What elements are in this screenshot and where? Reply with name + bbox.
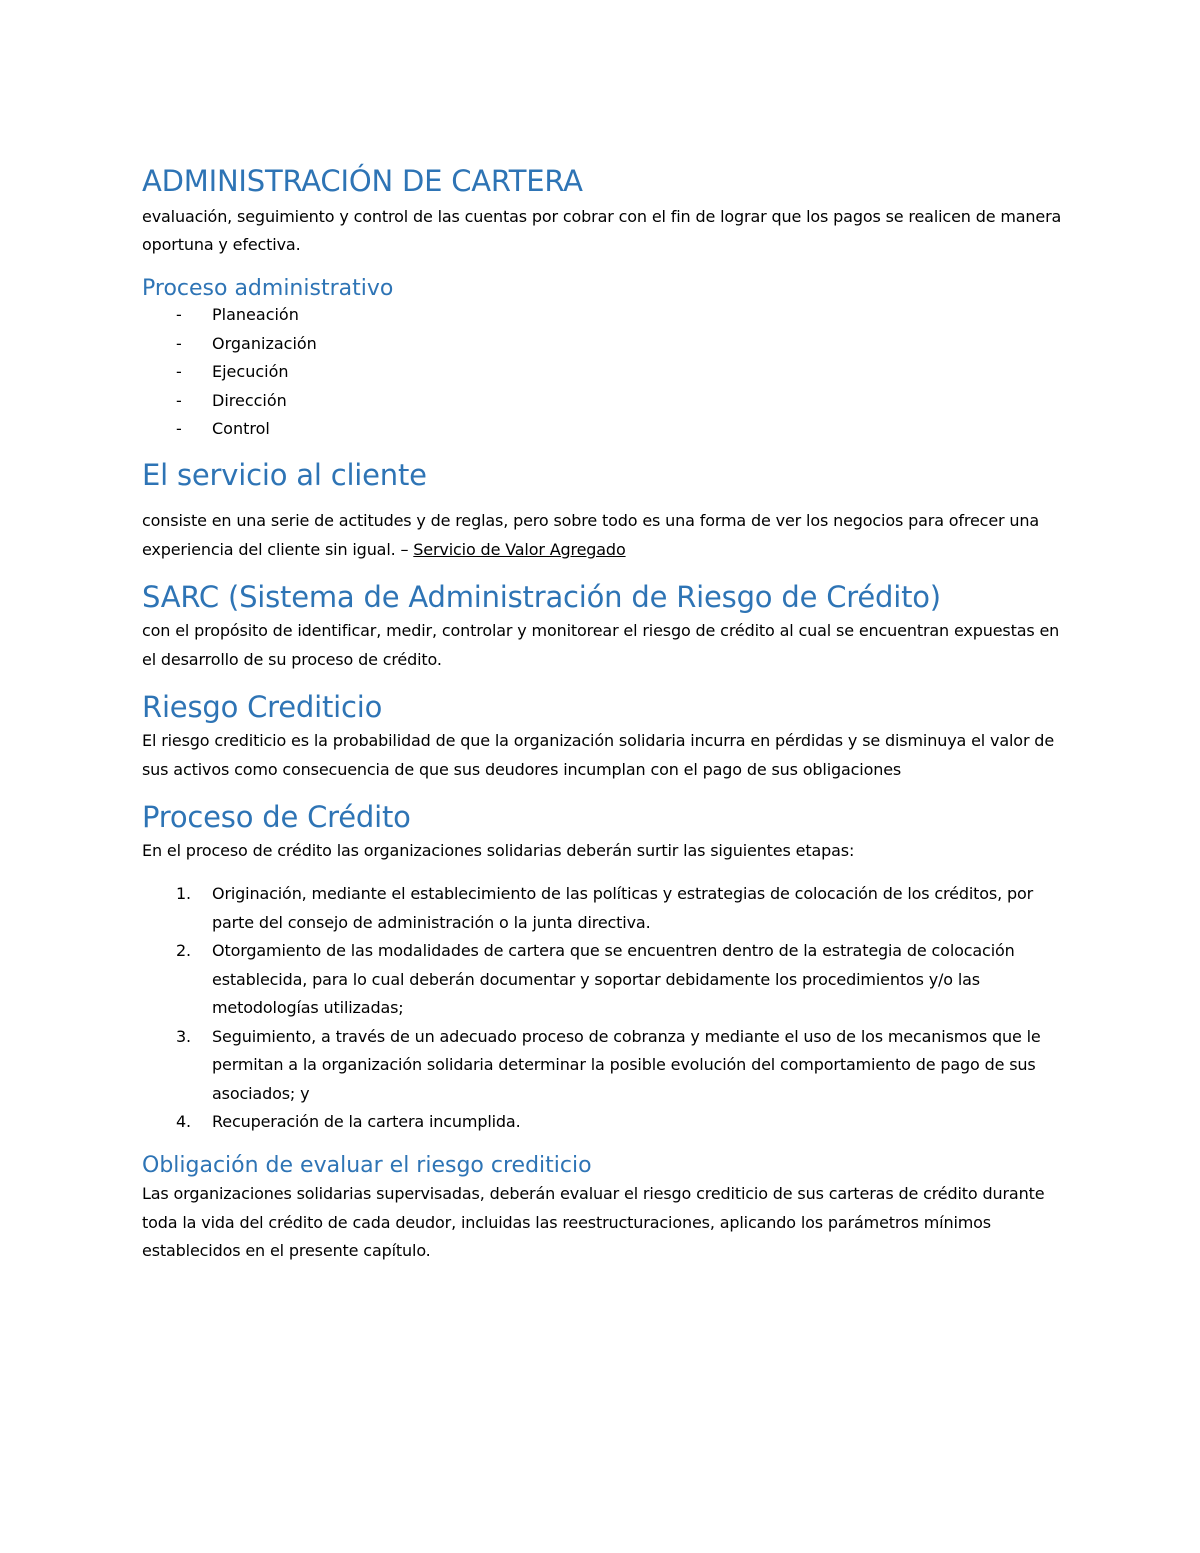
list-number: 2.	[176, 941, 191, 961]
list-item: - Control	[142, 415, 1062, 444]
paragraph-riesgo-crediticio: El riesgo crediticio es la probabilidad de que la organización solidaria incurra en pérdidas y se disminuya el valor de sus activos como consecuencia de que sus deudores incumplan con el pago de sus obligaciones	[142, 731, 1055, 779]
list-item: 4. Recuperación de la cartera incumplida.	[142, 1108, 1062, 1137]
list-etapas-credito	[142, 880, 1062, 1137]
heading-proceso-credito: Proceso de Crédito	[142, 800, 411, 835]
paragraph-sarc: con el propósito de identificar, medir, controlar y monitorear el riesgo de crédito al cual se encuentran expuestas en el desarrollo de su proceso de crédito.	[142, 621, 1060, 669]
heading-obligacion-evaluar: Obligación de evaluar el riesgo crediticio	[142, 1152, 592, 1178]
list-proceso-administrativo	[142, 301, 1062, 444]
list-item: - Ejecución	[142, 358, 1062, 387]
list-item: 3. Seguimiento, a través de un adecuado proceso de cobranza y mediante el uso de los mecanismos que le permitan a la organización solidaria determinar la posible evolución del comportamiento de pago de sus asociados; y	[142, 1023, 1062, 1109]
document-page	[142, 162, 1062, 1266]
list-item: - Planeación	[142, 301, 1062, 330]
list-item: - Organización	[142, 330, 1062, 359]
heading-servicio-cliente: El servicio al cliente	[142, 457, 427, 492]
list-item: 2. Otorgamiento de las modalidades de cartera que se encuentren dentro de la estrategia de colocación establecida, para lo cual deberán documentar y soportar debidamente los procedimientos y/o las metodologías utilizadas;	[142, 937, 1062, 1023]
list-number: 1.	[176, 884, 191, 904]
list-item: - Dirección	[142, 387, 1062, 416]
link-servicio-valor-agregado[interactable]: Servicio de Valor Agregado	[413, 539, 626, 559]
heading-administracion-cartera: ADMINISTRACIÓN DE CARTERA	[142, 164, 583, 198]
dash-marker: -	[176, 390, 182, 410]
dash-marker: -	[176, 305, 182, 325]
paragraph-administracion-cartera: evaluación, seguimiento y control de las cuentas por cobrar con el fin de lograr que los pagos se realicen de manera oportuna y efectiva.	[142, 206, 1062, 255]
list-number: 3.	[176, 1026, 191, 1046]
paragraph-proceso-credito-intro: En el proceso de crédito las organizaciones solidarias deberán surtir las siguientes etapas:	[142, 840, 855, 860]
dash-marker: -	[176, 333, 182, 353]
heading-sarc: SARC (Sistema de Administración de Riesgo de Crédito)	[142, 580, 941, 615]
dash-marker: -	[176, 419, 182, 439]
list-item: 1. Originación, mediante el establecimiento de las políticas y estrategias de colocación de los créditos, por parte del consejo de administración o la junta directiva.	[142, 880, 1062, 937]
list-number: 4.	[176, 1112, 191, 1132]
heading-proceso-administrativo: Proceso administrativo	[142, 275, 394, 301]
heading-riesgo-crediticio: Riesgo Crediticio	[142, 690, 383, 725]
paragraph-servicio-cliente: consiste en una serie de actitudes y de reglas, pero sobre todo es una forma de ver los negocios para ofrecer una experiencia del cliente sin igual. – Servicio de Valor Agregado	[142, 511, 1040, 559]
paragraph-obligacion-evaluar: Las organizaciones solidarias supervisadas, deberán evaluar el riesgo crediticio de sus carteras de crédito durante toda la vida del crédito de cada deudor, incluidas las reestructuraciones, aplicando los parámetros mínimos establecidos en el presente capítulo.	[142, 1184, 1045, 1261]
dash-marker: -	[176, 362, 182, 382]
